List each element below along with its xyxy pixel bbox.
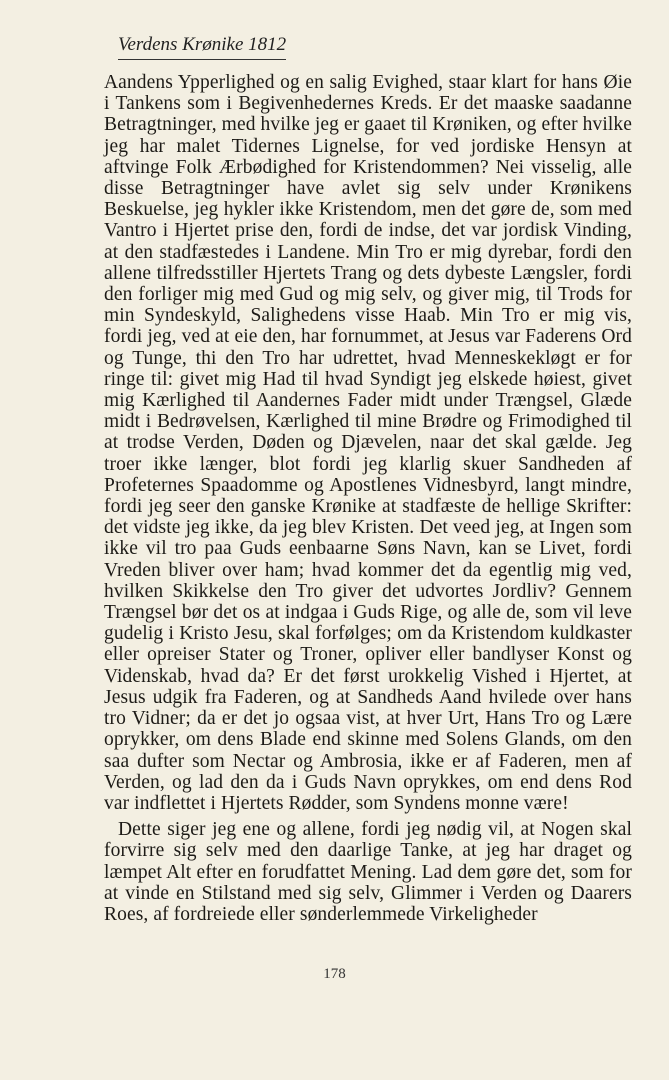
running-title: Verdens Krønike 1812 — [118, 34, 286, 60]
page-number: 178 — [323, 966, 346, 982]
body-text — [104, 72, 632, 925]
paragraph: Aandens Ypperlighed og en salig Evighed, staar klart for hans Øie i Tankens som i Begivenhedernes Kreds. Er det maaske saadanne Betragtninger, med hvilke jeg er gaaet til Krøniken, og efter hvilke jeg har malet Tidernes Lignelse, for ved jordiske Hensyn at aftvinge Folk Ærbødighed for Kristendommen? Nei visselig, alle disse Betragtninger have avlet sig selv under Krønikens Beskuelse, jeg hykler ikke Kristendom, men det gøre de, som med Vantro i Hjertet prise den, fordi de indse, det var jordisk Vinding, at den stadfæstedes i Landene. Min Tro er mig dyrebar, fordi den allene tilfredsstiller Hjertets Trang og dets dybeste Længsler, fordi den forliger mig med Gud og mig selv, og giver mig, til Trods for min Syndeskyld, Salighedens visse Haab. Min Tro er mig vis, fordi jeg, ved at eie den, har fornummet, at Jesus var Faderens Ord og Tunge, thi den Tro har udrettet, hvad Menneskekløgt er for ringe til: givet mig Had til hvad Syndigt jeg elskede høiest, givet mig Kærlighed til Aandernes Fader midt under Trængsel, Glæde midt i Bedrøvelsen, Kærlighed til mine Brødre og Frimodighed til at trodse Verden, Døden og Djævelen, naar det skal gælde. Jeg troer ikke længer, blot fordi jeg klarlig skuer Sandheden af Profeternes Spaadomme og Apostlenes Vidnesbyrd, langt mindre, fordi jeg seer den ganske Krønike at stadfæste de hellige Skrifter: det vidste jeg ikke, da jeg blev Kristen. Det veed jeg, at Ingen som ikke vil tro paa Guds eenbaarne Søns Navn, kan se Livet, fordi Vreden bliver over ham; hvad kommer det da egentlig mig ved, hvilken Skikkelse den Tro giver det udvortes Jordliv? Gennem Trængsel bør det os at indgaa i Guds Rige, og alle de, som vil leve gudelig i Kristo Jesu, skal forfølges; om da Kristendom kuldkaster eller opreiser Stater og Troner, opliver eller bandlyser Konst og Videnskab, hvad da? Er det først urokkelig Vished i Hjertet, at Jesus udgik fra Faderen, og at Sandheds Aand hvilede over hans tro Vidner; da er det jo ogsaa vist, at hver Urt, Hans Tro og Lære oprykker, om dens Blade end skinne med Solens Glands, om den saa dufter som Nectar og Ambrosia, ikke er af Faderen, men af Verden, og lad den da i Guds Navn oprykkes, om end dens Rod var indflettet i Hjertets Rødder, som Syndens monne være! — [104, 72, 633, 814]
paragraph: Dette siger jeg ene og allene, fordi jeg nødig vil, at Nogen skal forvirre sig selv med den daarlige Tanke, at jeg har draget og læmpet Alt efter en forudfattet Mening. Lad dem gøre det, som for at vinde en Stilstand med sig selv, Glimmer i Verden og Daarers Roes, af fordreiede eller sønderlemmede Virkeligheder — [104, 819, 632, 925]
